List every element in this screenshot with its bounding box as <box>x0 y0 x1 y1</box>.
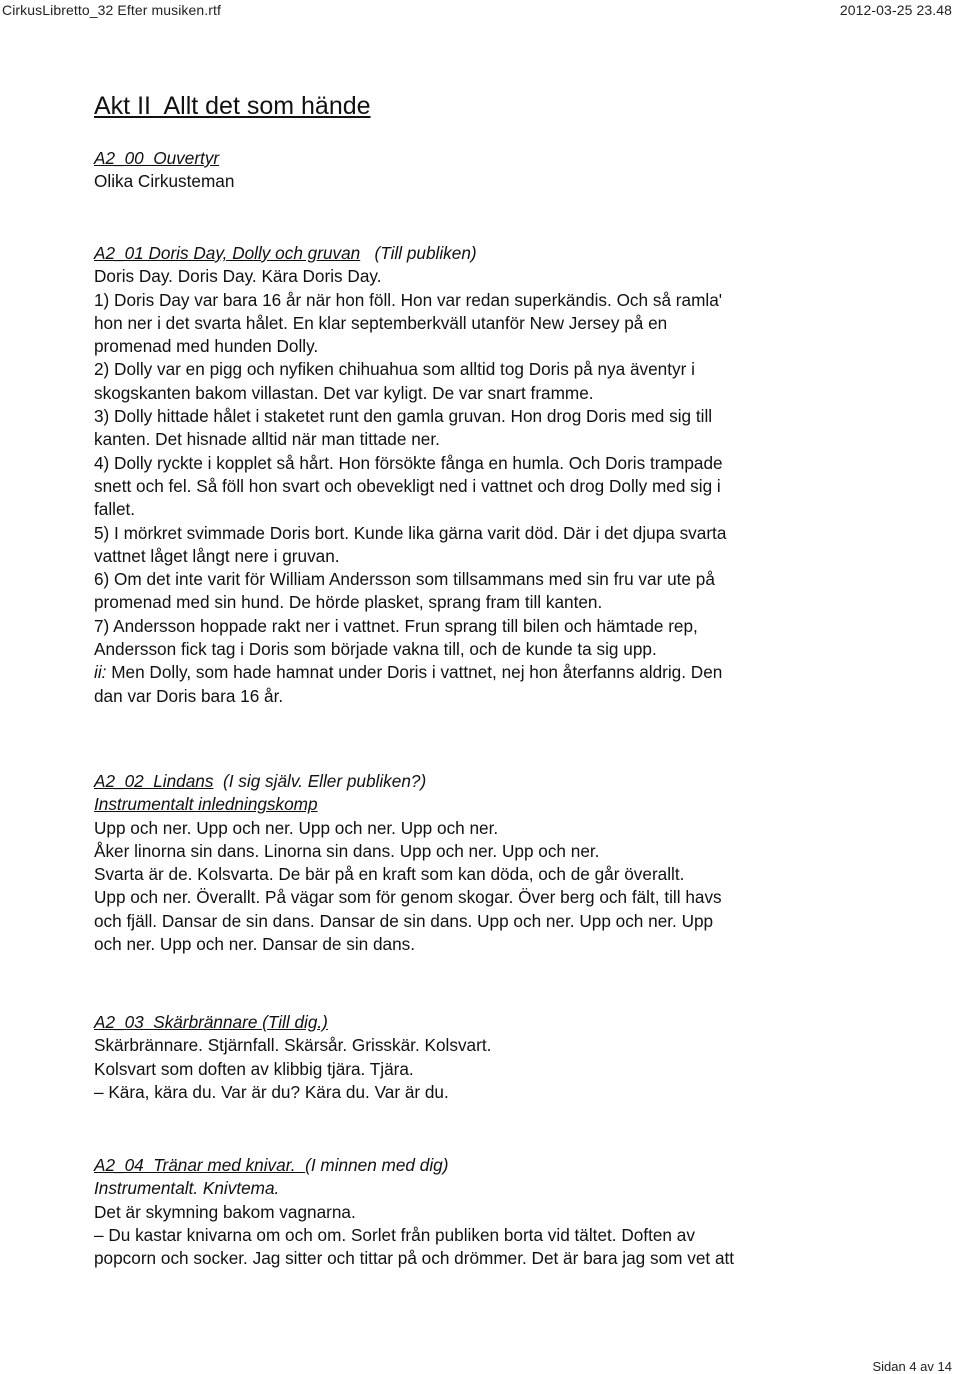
section-heading: A2_01 Doris Day, Dolly och gruvan <box>94 243 361 263</box>
text-line <box>94 1011 894 1034</box>
text-line <box>94 638 894 661</box>
text-line <box>94 1081 894 1104</box>
text-line <box>94 522 894 545</box>
text-line <box>94 615 894 638</box>
text-line <box>94 498 894 521</box>
line-text: – Du kastar knivarna om och om. Sorlet från publiken borta vid tältet. Doften av <box>94 1224 695 1245</box>
page-number: Sidan 4 av 14 <box>872 1359 952 1374</box>
line-text: Andersson fick tag i Doris som började vakna till, och de kunde ta sig upp. <box>94 639 657 660</box>
line-text: 7) Andersson hoppade rakt ner i vattnet. Frun sprang till bilen och hämtade rep, <box>94 615 698 636</box>
text-line <box>94 1058 894 1081</box>
line-text: (Till publiken) <box>360 243 477 263</box>
text-line <box>94 1154 894 1177</box>
text-line <box>94 358 894 381</box>
line-text: (I minnen med dig) <box>305 1155 449 1175</box>
text-line <box>94 840 894 863</box>
line-text: skogskanten bakom villastan. Det var kyligt. De var snart framme. <box>94 382 594 403</box>
text-line <box>94 661 894 684</box>
text-line <box>94 770 894 793</box>
text-line <box>94 886 894 909</box>
line-text: Men Dolly, som hade hamnat under Doris i vattnet, nej hon återfanns aldrig. Den <box>106 662 723 683</box>
text-line <box>94 312 894 335</box>
text-line <box>94 591 894 614</box>
line-text: 6) Om det inte varit för William Andersson som tillsammans med sin fru var ute på <box>94 569 715 590</box>
text-line <box>94 475 894 498</box>
line-text: promenad med hunden Dolly. <box>94 336 319 357</box>
section-heading: A2_00 Ouvertyr <box>94 148 220 168</box>
line-text: – Kära, kära du. Var är du? Kära du. Var är du. <box>94 1081 449 1102</box>
line-text: kanten. Det hisnade alltid när man tittade ner. <box>94 429 440 450</box>
line-text: Upp och ner. Upp och ner. Upp och ner. Upp och ner. <box>94 817 499 838</box>
line-text: och ner. Upp och ner. Dansar de sin dans. <box>94 934 416 955</box>
text-line <box>94 289 894 312</box>
text-line <box>94 147 894 170</box>
line-text: Åker linorna sin dans. Linorna sin dans. Upp och ner. Upp och ner. <box>94 840 600 861</box>
text-line <box>94 405 894 428</box>
line-text: 1) Doris Day var bara 16 år när hon föll. Hon var redan superkändis. Och så ramla' <box>94 289 723 310</box>
text-line <box>94 170 894 193</box>
section-ouvertyr <box>94 147 894 194</box>
text-line <box>94 1224 894 1247</box>
section-heading: A2_04 Tränar med knivar. <box>94 1155 306 1175</box>
text-line <box>94 817 894 840</box>
line-text: 5) I mörkret svimmade Doris bort. Kunde lika gärna varit död. Där i det djupa svarta <box>94 522 727 543</box>
line-text: (I sig själv. Eller publiken?) <box>213 771 427 791</box>
line-text: promenad med sin hund. De hörde plasket, sprang fram till kanten. <box>94 592 603 613</box>
text-line <box>94 428 894 451</box>
line-text: vattnet låget långt nere i gruvan. <box>94 545 340 566</box>
text-line <box>94 863 894 886</box>
text-line <box>94 933 894 956</box>
line-text: ii: <box>94 662 107 683</box>
line-text: och fjäll. Dansar de sin dans. Dansar de sin dans. Upp och ner. Upp och ner. Upp <box>94 910 714 931</box>
text-line <box>94 265 894 288</box>
section-heading: A2_03 Skärbrännare (Till dig.) <box>94 1012 328 1032</box>
text-line <box>94 242 894 265</box>
text-line <box>94 335 894 358</box>
line-text: snett och fel. Så föll hon svart och obevekligt ned i vattnet och drog Dolly med sig i <box>94 475 721 496</box>
line-text: dan var Doris bara 16 år. <box>94 685 284 706</box>
line-text: 4) Dolly ryckte i kopplet så hårt. Hon försökte fånga en humla. Och Doris trampade <box>94 452 723 473</box>
text-line <box>94 1034 894 1057</box>
text-line <box>94 568 894 591</box>
line-text: hon ner i det svarta hålet. En klar septemberkväll utanför New Jersey på en <box>94 312 668 333</box>
line-text: Det är skymning bakom vagnarna. <box>94 1201 356 1222</box>
text-line <box>94 1201 894 1224</box>
text-line <box>94 1247 894 1270</box>
line-text: Instrumentalt. Knivtema. <box>94 1178 280 1199</box>
line-text: fallet. <box>94 499 136 520</box>
text-line <box>94 545 894 568</box>
line-text: Olika Cirkusteman <box>94 171 235 192</box>
section-lindans <box>94 770 894 956</box>
section-doris-day <box>94 242 894 708</box>
section-skarbrannare <box>94 1011 894 1104</box>
line-text: Kolsvart som doften av klibbig tjära. Tjära. <box>94 1058 414 1079</box>
text-line <box>94 452 894 475</box>
text-line <box>94 382 894 405</box>
section-heading: A2_02 Lindans <box>94 771 214 791</box>
text-line <box>94 910 894 933</box>
section-tranar-med-knivar <box>94 1154 894 1270</box>
line-text: Doris Day. Doris Day. Kära Doris Day. <box>94 266 382 287</box>
line-text: 3) Dolly hittade hålet i staketet runt den gamla gruvan. Hon drog Doris med sig till <box>94 406 713 427</box>
section-heading: Instrumentalt inledningskomp <box>94 794 318 815</box>
text-line <box>94 1177 894 1200</box>
line-text: popcorn och socker. Jag sitter och tittar på och drömmer. Det är bara jag som vet att <box>94 1248 735 1269</box>
text-line <box>94 793 894 816</box>
act-title: Akt II Allt det som hände <box>94 92 371 120</box>
header-filename: CirkusLibretto_32 Efter musiken.rtf <box>2 2 222 18</box>
line-text: Upp och ner. Överallt. På vägar som för genom skogar. Över berg och fält, till havs <box>94 887 722 908</box>
line-text: Svarta är de. Kolsvarta. De bär på en kraft som kan döda, och de går överallt. <box>94 864 685 885</box>
line-text: 2) Dolly var en pigg och nyfiken chihuahua som alltid tog Doris på nya äventyr i <box>94 359 695 380</box>
line-text: Skärbrännare. Stjärnfall. Skärsår. Grisskär. Kolsvart. <box>94 1035 492 1056</box>
header-datetime: 2012-03-25 23.48 <box>839 2 952 18</box>
text-line <box>94 685 894 708</box>
